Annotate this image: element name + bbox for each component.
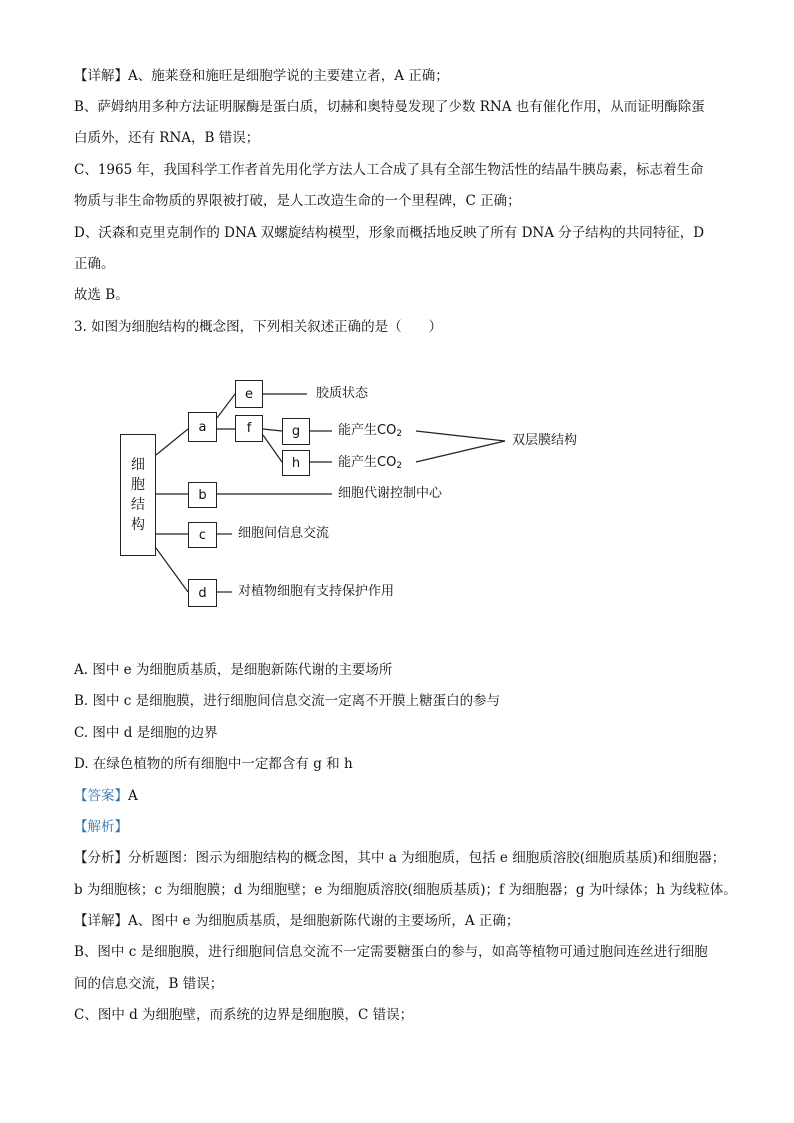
option-a: A. 图中 e 为细胞质基质，是细胞新陈代谢的主要场所 xyxy=(74,662,393,678)
label-c: 细胞间信息交流 xyxy=(238,526,330,541)
text-span: A、施莱登和施旺是细胞学说的主要建立者，A 正确； xyxy=(128,68,449,84)
section-tag: 【分析】 xyxy=(74,850,128,866)
box-h: h xyxy=(282,450,310,476)
question-stem: 3. 如图为细胞结构的概念图，下列相关叙述正确的是（ ） xyxy=(74,319,443,335)
label-double-membrane: 双层膜结构 xyxy=(512,433,578,448)
section-tag: 【详解】 xyxy=(74,68,128,84)
text-line: 物质与非生命物质的界限被打破，是人工改造生命的一个里程碑，C 正确； xyxy=(74,193,521,209)
text-line: 白质外，还有 RNA，B 错误； xyxy=(74,130,260,146)
text-line: 故选 B。 xyxy=(74,287,129,303)
label-b: 细胞代谢控制中心 xyxy=(338,486,443,501)
label-g-text: 能产生CO xyxy=(338,423,397,438)
answer-value: A xyxy=(128,788,138,804)
cell-structure-diagram xyxy=(110,370,630,620)
label-g xyxy=(338,423,402,442)
text-line xyxy=(74,912,519,930)
box-b: b xyxy=(188,482,217,508)
label-h-text: 能产生CO xyxy=(338,455,397,470)
analysis-tag: 【解析】 xyxy=(74,819,128,835)
root-char: 胞 xyxy=(131,477,145,493)
box-c: c xyxy=(188,522,217,548)
box-g: g xyxy=(282,418,310,445)
text-span: 分析题图：图示为细胞结构的概念图，其中 a 为细胞质，包括 e 细胞质溶胶(细胞质基质)和细胞器； xyxy=(128,850,726,866)
label-d: 对植物细胞有支持保护作用 xyxy=(238,584,395,599)
answer-line xyxy=(74,787,138,805)
option-d: D. 在绿色植物的所有细胞中一定都含有 g 和 h xyxy=(74,756,353,772)
label-h xyxy=(338,455,402,474)
text-line xyxy=(74,67,449,85)
answer-tag: 【答案】 xyxy=(74,788,128,804)
root-char: 结 xyxy=(131,497,145,513)
text-span: A、图中 e 为细胞质基质，是细胞新陈代谢的主要场所，A 正确； xyxy=(128,913,520,929)
label-g-sub: 2 xyxy=(396,429,403,439)
label-e: 胶质状态 xyxy=(316,386,369,401)
text-line: b 为细胞核；c 为细胞膜；d 为细胞壁；e 为细胞质溶胶(细胞质基质)；f 为细胞器；g 为叶绿体；h 为线粒体。 xyxy=(74,882,737,898)
box-f: f xyxy=(235,415,263,442)
text-line: C、1965 年，我国科学工作者首先用化学方法人工合成了具有全部生物活性的结晶牛胰岛素，标志着生命 xyxy=(74,162,704,178)
root-char: 细 xyxy=(131,457,145,473)
text-line: B、萨姆纳用多种方法证明脲酶是蛋白质，切赫和奥特曼发现了少数 RNA 也有催化作用，从而证明酶除蛋 xyxy=(74,99,705,115)
option-b: B. 图中 c 是细胞膜，进行细胞间信息交流一定离不开膜上糖蛋白的参与 xyxy=(74,693,501,709)
text-line: B、图中 c 是细胞膜，进行细胞间信息交流不一定需要糖蛋白的参与，如高等植物可通过胞间连丝进行细胞 xyxy=(74,944,708,960)
text-line xyxy=(74,849,725,867)
root-char: 构 xyxy=(131,517,145,533)
box-a: a xyxy=(188,412,217,442)
label-h-sub: 2 xyxy=(396,461,403,471)
text-line: 正确。 xyxy=(74,256,115,272)
box-d: d xyxy=(188,579,217,607)
text-line: 间的信息交流，B 错误； xyxy=(74,976,224,992)
root-box-cell-structure xyxy=(120,434,156,556)
text-line: C、图中 d 为细胞壁，而系统的边界是细胞膜，C 错误； xyxy=(74,1007,414,1023)
option-c: C. 图中 d 是细胞的边界 xyxy=(74,725,218,741)
section-tag: 【详解】 xyxy=(74,913,128,929)
text-line: D、沃森和克里克制作的 DNA 双螺旋结构模型，形象而概括地反映了所有 DNA 分子结构的共同特征，D xyxy=(74,225,705,241)
box-e: e xyxy=(235,380,263,408)
